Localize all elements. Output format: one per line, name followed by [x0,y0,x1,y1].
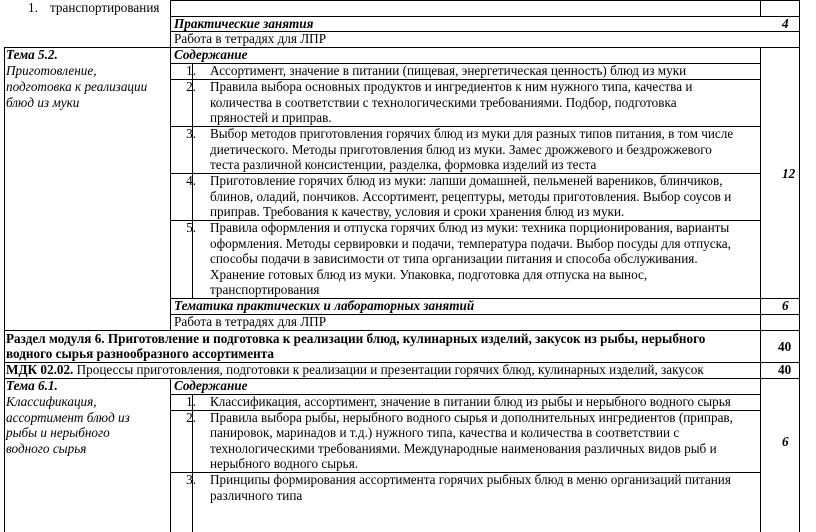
item-number: 2. [186,410,196,425]
item-text: различного типа [210,488,303,503]
item-number: 1. [186,63,196,78]
item-text: Правила выбора основных продуктов и ингредиентов к ним нужного типа, качества и [210,79,693,94]
item-text: теста различной консистенции, разделка, формовка изделий из теста [210,157,597,172]
item-text: Принципы формирования ассортимента горячих рыбных блюд в меню организаций питания [210,472,731,487]
hours-cell: 6 [782,434,789,449]
hours-cell: 12 [782,166,796,181]
item-number: 5. [186,220,196,235]
item-text: Ассортимент, значение в питании (пищевая, энергетическая ценность) блюд из муки [210,63,687,78]
hours-cell: 40 [778,362,792,377]
mdk-code: МДК 02.02. [6,362,74,377]
item-text: Выбор методов приготовления горячих блюд из муки для разных типов питания, в том числе [210,126,734,141]
mdk-text: Процессы приготовления, подготовки к реализации и презентации горячих блюд, кулинарных изделий, закусок [73,362,704,377]
content-label: Содержание [174,378,248,393]
item-text: Классификация, ассортимент, значение в питании блюд из рыбы и нерыбного водного сырья [210,394,731,409]
item-text: диетического. Методы приготовления блюд из муки. Замес дрожжевого и бездрожжевого [210,142,712,157]
topic-subtitle-line: водного сырья [6,441,87,456]
item-text: транспортирования [210,282,320,297]
topic-subtitle-line: блюд из муки [6,95,80,110]
item-text: Правила оформления и отпуска горячих блюд из муки: техника порционирования, варианты [210,220,730,235]
item-number: 3. [186,126,196,141]
item-text: Правила выбора рыбы, нерыбного водного сырья и дополнительных ингредиентов (приправ, [210,410,733,425]
topic-subtitle-line: Классификация, [6,394,97,409]
topic-title: Тема 6.1. [6,378,58,393]
topic-subtitle-line: Приготовление, [6,63,97,78]
item-text: способы подачи в зависимости от типа организации питания и способа обслуживания. [210,251,698,266]
item-number: 3. [186,472,196,487]
item-number: 1. [186,394,196,409]
practice-text: Работа в тетрадях для ЛПР [174,314,327,329]
topic-subtitle-line: рыбы и нерыбного [6,425,110,440]
topic-subtitle-line: подготовка к реализации [6,79,148,94]
hours-cell: 40 [778,339,792,354]
section-title-line: водного сырья разнообразного ассортимента [6,346,274,361]
item-text: блинов, оладий, пончиков. Ассортимент, рецептуры, методы приготовления. Выбор соусов и [210,189,732,204]
item-text: пряностей и приправ. [210,110,332,125]
item-text: Хранение готовых блюд из муки. Упаковка, подготовка для отпуска на вынос, [210,267,648,282]
topic-title: Тема 5.2. [6,47,58,62]
item-text: оформления. Методы сервировки и подачи, температура подачи. Выбор посуды для отпуска, [210,236,731,251]
practice-label: Практические занятия [174,16,314,31]
item-text: количества в соответствии с технологическими требованиями. Подбор, подготовка [210,95,677,110]
practice-topics-label: Тематика практических и лабораторных занятий [174,298,475,313]
item-text: Приготовление горячих блюд из муки: лапши домашней, пельменей вареников, блинчиков, [210,173,723,188]
topic-subtitle-line: ассортимент блюд из [6,410,130,425]
item-text: панировок, маринадов и т.д.) нужного типа, качества и количества в соответствии с [210,425,680,440]
item-text: приправ. Требования к качеству, условия и сроки хранения блюд из муки. [210,204,625,219]
section-title-line: Раздел модуля 6. Приготовление и подготовка к реализации блюд, кулинарных изделий, закусок из рыбы, нерыбного [6,331,706,346]
content-label: Содержание [174,47,248,62]
item-text: нерыбного водного сырья. [210,456,359,471]
item-number: 4. [186,173,196,188]
item-number: 2. [186,79,196,94]
hours-cell: 4 [782,16,789,31]
item-number: 1. [28,0,38,15]
item-text: транспортирования [50,0,160,15]
item-text: технологическими требованиями. Международные наименования различных видов рыб и [210,441,717,456]
hours-cell: 6 [782,298,789,313]
practice-text: Работа в тетрадях для ЛПР [174,31,327,46]
